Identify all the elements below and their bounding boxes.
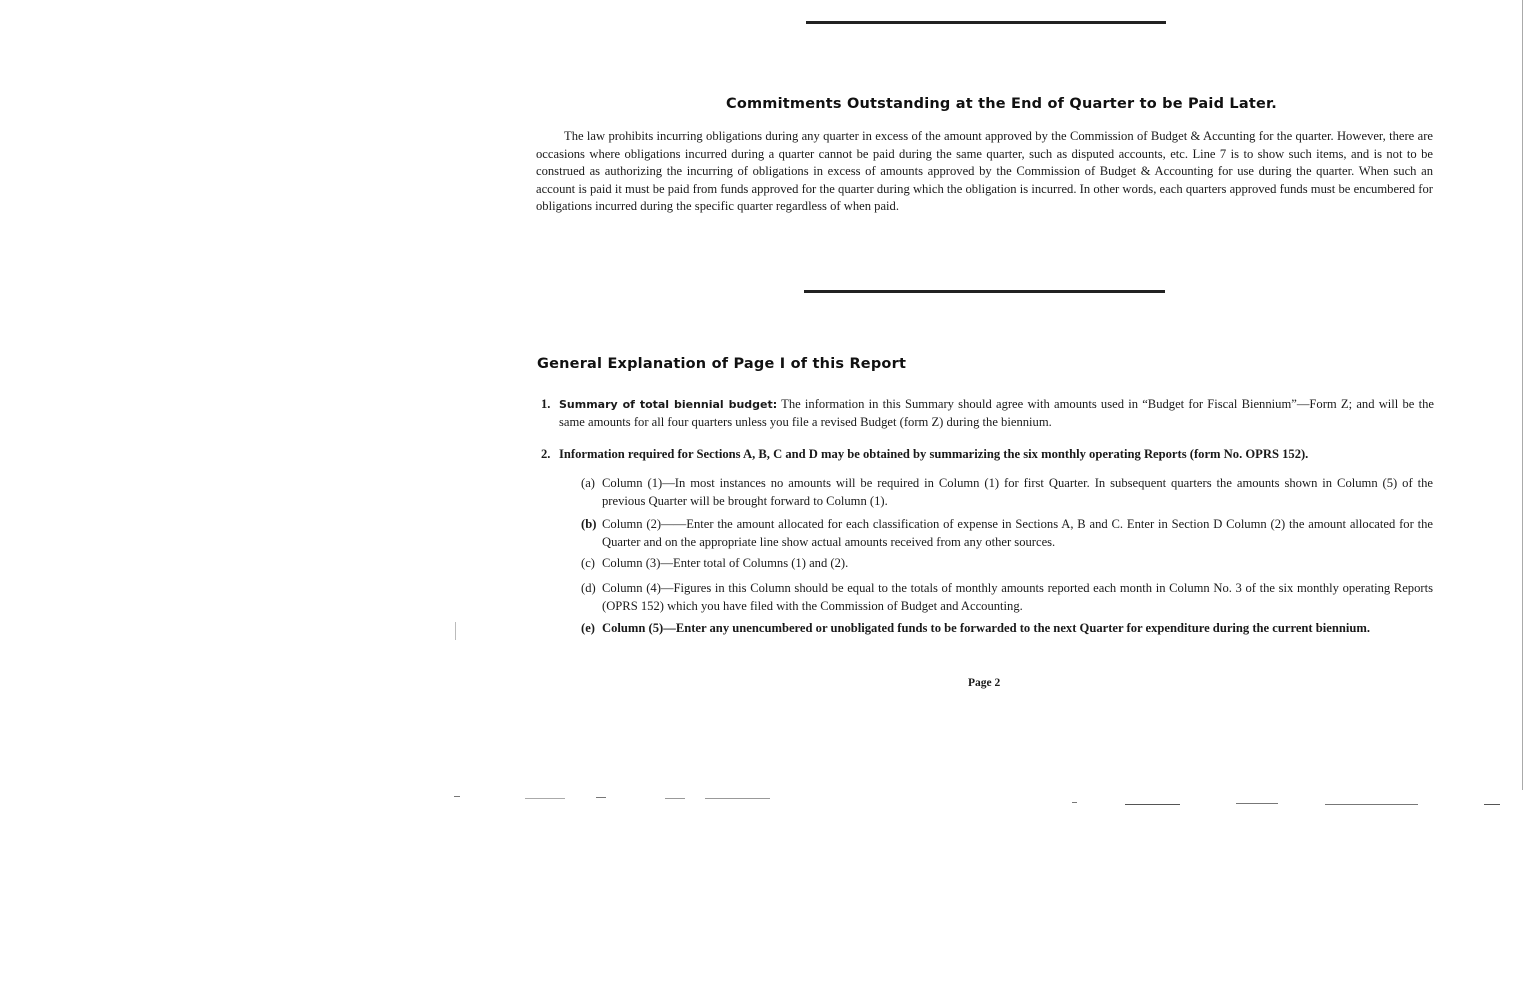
list-item-lead: Summary of total biennial budget: [559,398,778,411]
right-edge-line [1522,0,1523,790]
sub-item-marker: (a) [581,476,595,490]
list-item-text: The information in this Summary should agree with amounts used in “Budget for Fiscal Biennium”—Form Z; and will be the same amounts for all four quarters unless you file a revised Budget (form Z) during the biennium. [559,397,1434,429]
sub-item-marker: (d) [581,581,596,595]
sub-item-marker: (b) [581,517,597,531]
sub-item-column-4 [581,580,1433,615]
sub-item-column-5 [581,620,1433,638]
list-item-text: Information required for Sections A, B, C and D may be obtained by summarizing the six monthly operating Reports (form No. OPRS 152). [559,447,1309,461]
footer-scan-dash [596,797,606,798]
footer-scan-dash [1125,804,1180,805]
middle-divider-rule [804,290,1165,293]
footer-scan-dash [665,798,685,799]
general-explanation-heading: General Explanation of Page I of this Report [537,356,907,372]
footer-scan-dash [705,798,770,799]
sub-item-marker: (e) [581,621,595,635]
sub-item-text: Column (2)——Enter the amount allocated for each classification of expense in Sections A, B and C. Enter in Section D Column (2) the amount allocated for the Quarter and on the appropriate line show actual amounts received from any other sources. [602,517,1433,549]
footer-scan-dash [454,796,460,797]
list-item-number: 1. [541,397,551,411]
left-edge-tick [455,622,456,640]
page-number: Page 2 [968,677,1001,689]
sub-item-column-1 [581,475,1433,510]
commitments-heading: Commitments Outstanding at the End of Quarter to be Paid Later. [726,96,1277,112]
commitments-paragraph: The law prohibits incurring obligations during any quarter in excess of the amount approved by the Commission of Budget & Acc​unting for the quarter. However, there are occasions where obligations incurred during a quarter cannot be paid during the same quarter, such as disputed accounts, etc. Line 7 is to show such items, and is not to be construed as authorizing the incurring of obligations in excess of amounts approved by the Commission of Budget & Accounting for use during the quarter. When such an account is paid it must be paid from funds approved for the quarter during which the obligation is incurred. In other words, each quarters approved funds must be encumbered for obligations incurred during the specific quarter regardless of when paid. [536,129,1433,214]
top-divider-rule [806,21,1166,24]
sub-item-text: Column (4)—Figures in this Column should be equal to the totals of monthly amounts reported each month in Column No. 3 of the six monthly operating Reports (OPRS 152) which you have filed with the Commission of Budget and Accounting. [602,581,1433,613]
sub-item-column-3 [581,555,1433,573]
sub-item-column-2 [581,516,1433,551]
footer-scan-dash [525,798,565,799]
sub-item-text: Column (1)—In most instances no amounts will be required in Column (1) for first Quarter. In subsequent quarters the amounts shown in Column (5) of the previous Quarter will be brought forward to Column (1). [602,476,1433,508]
footer-scan-dash [1236,803,1278,804]
list-item-summary-budget [541,396,1434,431]
footer-scan-dash [1484,804,1500,805]
list-item-number: 2. [541,447,551,461]
footer-scan-dash [1325,804,1418,805]
sub-item-text: Column (3)—Enter total of Columns (1) and (2). [602,556,849,570]
list-item-body [541,396,1434,431]
footer-scan-dash [1072,802,1077,803]
sub-item-text: Column (5)—Enter any unencumbered or unobligated funds to be forwarded to the next Quarter for expenditure during the current biennium. [602,621,1371,635]
sub-item-marker: (c) [581,556,595,570]
list-item-sections-info [541,446,1434,464]
